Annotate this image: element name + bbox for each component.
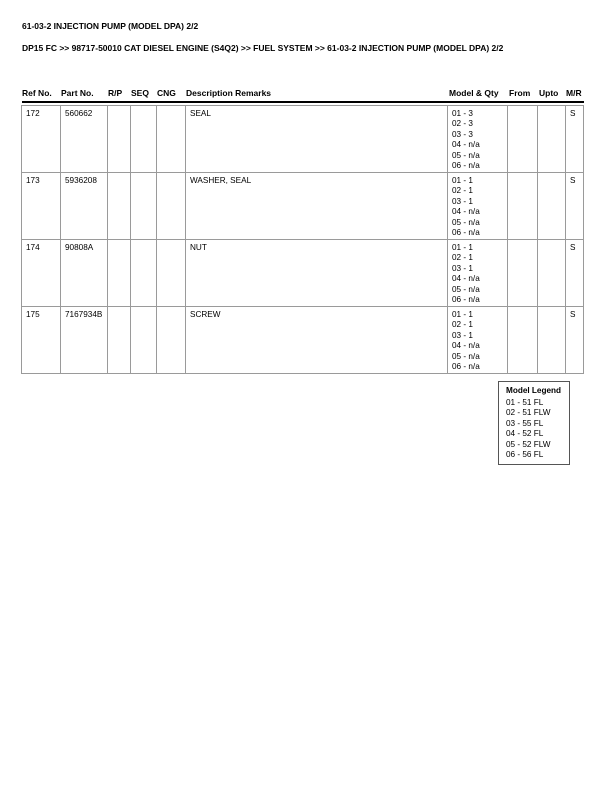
cell-cng: [157, 106, 186, 173]
header-rp: R/P: [108, 88, 123, 98]
table-row: [22, 106, 584, 173]
cell-from: [508, 106, 538, 173]
table-row: [22, 173, 584, 240]
cell-model: [448, 307, 508, 374]
cell-mr: S: [566, 173, 584, 240]
header-part-no: Part No.: [61, 88, 94, 98]
breadcrumb: DP15 FC >> 98717-50010 CAT DIESEL ENGINE (S4Q2) >> FUEL SYSTEM >> 61-03-2 INJECTION PUMP (MODEL DPA) 2/2: [22, 43, 504, 53]
header-cng: CNG: [157, 88, 176, 98]
model-qty-line: 06 - n/a: [452, 362, 480, 372]
cell-desc: SEAL: [186, 106, 448, 173]
model-qty-line: 01 - 1: [452, 310, 473, 319]
cell-part: 7167934B: [61, 307, 108, 374]
model-qty-line: 05 - n/a: [452, 284, 480, 294]
model-qty-line: 01 - 1: [452, 176, 473, 185]
cell-ref: 175: [22, 307, 61, 374]
legend-entry: 04 - 52 FL: [506, 429, 544, 439]
cell-rp: [108, 173, 131, 240]
model-qty-line: 04 - n/a: [452, 207, 480, 217]
legend-entry: 03 - 55 FL: [506, 418, 544, 428]
model-qty-line: 04 - n/a: [452, 341, 480, 351]
cell-part: 560662: [61, 106, 108, 173]
legend-entry: 06 - 56 FL: [506, 450, 544, 460]
cell-mr: S: [566, 240, 584, 307]
cell-upto: [538, 173, 566, 240]
header-divider: [22, 101, 584, 103]
model-legend: [498, 381, 570, 465]
model-qty-line: 03 - 1: [452, 196, 473, 206]
legend-entry: 02 - 51 FLW: [506, 408, 551, 418]
model-qty-line: 04 - n/a: [452, 274, 480, 284]
cell-cng: [157, 173, 186, 240]
header-from: From: [509, 88, 531, 98]
cell-desc: SCREW: [186, 307, 448, 374]
model-qty-line: 01 - 3: [452, 109, 473, 118]
header-mr: M/R: [566, 88, 582, 98]
cell-ref: 174: [22, 240, 61, 307]
cell-desc: WASHER, SEAL: [186, 173, 448, 240]
model-qty-line: 06 - n/a: [452, 161, 480, 171]
cell-upto: [538, 106, 566, 173]
cell-cng: [157, 240, 186, 307]
cell-part: 5936208: [61, 173, 108, 240]
model-qty-line: 03 - 3: [452, 129, 473, 139]
model-qty-line: 03 - 1: [452, 263, 473, 273]
page-title: 61-03-2 INJECTION PUMP (MODEL DPA) 2/2: [22, 21, 199, 31]
model-qty-line: 05 - n/a: [452, 217, 480, 227]
legend-entry: 05 - 52 FLW: [506, 439, 551, 449]
model-legend-title: Model Legend: [506, 386, 562, 395]
cell-upto: [538, 307, 566, 374]
table-row: [22, 240, 584, 307]
cell-ref: 172: [22, 106, 61, 173]
model-qty-line: 02 - 1: [452, 320, 473, 330]
parts-table: [21, 105, 584, 374]
cell-model: [448, 173, 508, 240]
cell-rp: [108, 240, 131, 307]
cell-cng: [157, 307, 186, 374]
model-qty-line: 06 - n/a: [452, 228, 480, 238]
model-qty-line: 02 - 1: [452, 253, 473, 263]
model-qty-line: 06 - n/a: [452, 295, 480, 305]
model-legend-entries: [506, 398, 569, 460]
model-qty-line: 05 - n/a: [452, 150, 480, 160]
model-qty-line: 05 - n/a: [452, 351, 480, 361]
cell-from: [508, 240, 538, 307]
model-qty-line: 01 - 1: [452, 243, 473, 252]
cell-from: [508, 307, 538, 374]
cell-from: [508, 173, 538, 240]
model-qty-line: 02 - 3: [452, 119, 473, 129]
cell-seq: [131, 240, 157, 307]
header-upto: Upto: [539, 88, 559, 98]
cell-mr: S: [566, 106, 584, 173]
cell-rp: [108, 307, 131, 374]
model-qty-line: 02 - 1: [452, 186, 473, 196]
header-description: Description Remarks: [186, 88, 272, 98]
header-seq: SEQ: [131, 88, 149, 98]
cell-seq: [131, 173, 157, 240]
cell-rp: [108, 106, 131, 173]
cell-seq: [131, 307, 157, 374]
cell-desc: NUT: [186, 240, 448, 307]
header-model-qty: Model & Qty: [449, 88, 499, 98]
legend-entry: 01 - 51 FL: [506, 398, 544, 407]
cell-mr: S: [566, 307, 584, 374]
table-row: [22, 307, 584, 374]
model-qty-line: 03 - 1: [452, 330, 473, 340]
cell-part: 90808A: [61, 240, 108, 307]
cell-seq: [131, 106, 157, 173]
model-qty-line: 04 - n/a: [452, 140, 480, 150]
cell-ref: 173: [22, 173, 61, 240]
cell-model: [448, 240, 508, 307]
header-ref-no: Ref No.: [22, 88, 52, 98]
cell-upto: [538, 240, 566, 307]
cell-model: [448, 106, 508, 173]
